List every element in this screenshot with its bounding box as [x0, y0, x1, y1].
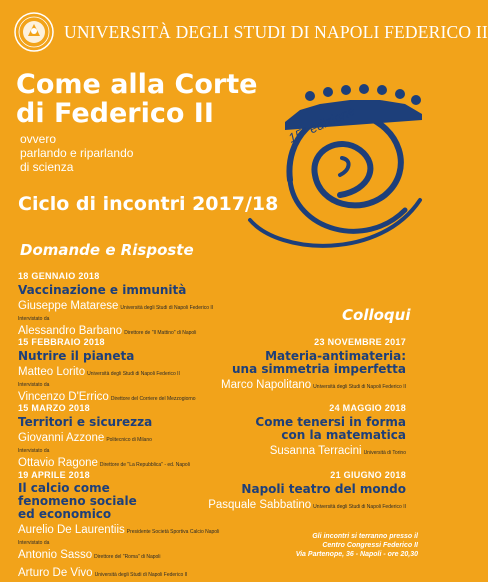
- interviewer-2: [18, 565, 218, 582]
- speaker: [18, 364, 218, 381]
- speaker-affiliation: Università degli Studi di Napoli Federico II: [313, 504, 406, 510]
- event-topic-line: fenomeno sociale: [18, 494, 137, 508]
- subtitle-line-3: di scienza: [20, 160, 74, 174]
- interviewer: [18, 547, 218, 564]
- event-title: [16, 70, 346, 128]
- speaker-name: Susanna Terracini: [269, 445, 362, 457]
- university-name: UNIVERSITÀ DEGLI STUDI DI NAPOLI FEDERICO II: [64, 22, 488, 42]
- event-right-3: [196, 470, 406, 514]
- event-right-1: [196, 337, 406, 394]
- event-topic-line: Il calcio come: [18, 481, 110, 495]
- speaker-name: Pasquale Sabbatino: [208, 499, 312, 511]
- speaker-name: Aurelio De Laurentiis: [18, 524, 125, 536]
- speaker-affiliation: Università di Torino: [363, 450, 406, 456]
- speaker-affiliation: Università degli Studi di Napoli Federico II: [120, 305, 214, 311]
- event-subtitle: [20, 132, 220, 174]
- speaker-affiliation: Università degli Studi di Napoli Federico II: [87, 371, 180, 377]
- event-date: 23 NOVEMBRE 2017: [314, 337, 406, 347]
- interviewer-label: Intervistato da: [18, 540, 50, 546]
- interviewer-name: Arturo De Vivo: [18, 567, 93, 579]
- speaker: [18, 298, 218, 315]
- speaker-affiliation: Presidente Società Sportiva Calcio Napoli: [126, 529, 220, 535]
- event-topic-line: Materia-antimateria:: [265, 349, 406, 363]
- event-topic-line: una simmetria imperfetta: [232, 362, 406, 376]
- interviewer-name: Ottavio Ragone: [18, 457, 98, 469]
- title-line-1: Come alla Corte: [16, 69, 258, 100]
- interviewer-name: Alessandro Barbano: [18, 325, 123, 337]
- edition-label: 15ª edizione: [286, 102, 358, 146]
- subtitle-line-1: ovvero: [20, 132, 57, 146]
- event-date: 18 GENNAIO 2018: [18, 271, 100, 281]
- interviewer-affiliation: Università degli Studi di Napoli Federico II: [94, 572, 188, 578]
- cycle-heading: Ciclo di incontri 2017/18: [18, 193, 279, 215]
- interviewer-name: Vincenzo D'Errico: [18, 391, 109, 403]
- speaker-name: Giuseppe Matarese: [18, 300, 119, 312]
- speaker-name: Matteo Lorito: [18, 366, 86, 378]
- venue-line-1: Gli incontri si terranno presso il: [312, 533, 418, 540]
- event-topic: [196, 350, 406, 376]
- speaker-affiliation: Politecnico di Milano: [106, 437, 152, 443]
- section-colloqui: Colloqui: [342, 306, 411, 324]
- speaker: [18, 430, 218, 447]
- event-topic: [196, 416, 406, 442]
- event-topic: [18, 482, 218, 521]
- university-seal-logo: [14, 12, 54, 52]
- speaker: [196, 443, 406, 460]
- interviewer-affiliation: Direttore del Corriere del Mezzogiorno: [110, 396, 196, 402]
- event-date: 15 MARZO 2018: [18, 403, 90, 413]
- event-topic: Vaccinazione e immunità: [18, 283, 187, 297]
- event-left-2: [18, 337, 218, 406]
- interviewer-label: Intervistato da: [18, 316, 50, 322]
- speaker: [18, 522, 218, 539]
- speaker-affiliation: Università degli Studi di Napoli Federico II: [313, 384, 406, 390]
- venue-info: [230, 532, 418, 559]
- venue-line-2: Centro Congressi Federico II: [322, 542, 418, 549]
- event-topic-line: Come tenersi in forma: [255, 415, 406, 429]
- interviewer-affiliation: Direttore del "Roma" di Napoli: [94, 554, 161, 560]
- event-topic-line: ed economico: [18, 507, 112, 521]
- speaker-name: Marco Napolitano: [221, 379, 312, 391]
- event-date: 24 MAGGIO 2018: [329, 403, 406, 413]
- interviewer-affiliation: Direttore de "Il Mattino" di Napoli: [124, 330, 197, 336]
- event-left-4: [18, 470, 218, 582]
- event-topic: Nutrire il pianeta: [18, 349, 135, 363]
- event-date: 21 GIUGNO 2018: [330, 470, 406, 480]
- event-date: 15 FEBBRAIO 2018: [18, 337, 105, 347]
- event-left-3: [18, 403, 218, 472]
- speaker-name: Giovanni Azzone: [18, 432, 105, 444]
- interviewer-name: Antonio Sasso: [18, 549, 93, 561]
- event-topic: Napoli teatro del mondo: [241, 482, 406, 496]
- event-left-1: [18, 271, 218, 340]
- event-date: 19 APRILE 2018: [18, 470, 90, 480]
- interviewer-affiliation: Direttore de "La Repubblica" - ed. Napoli: [99, 462, 190, 468]
- event-right-2: [196, 403, 406, 460]
- interviewer-label: Intervistato da: [18, 448, 50, 454]
- section-domande-risposte: Domande e Risposte: [20, 241, 194, 259]
- subtitle-line-2: parlando e riparlando: [20, 146, 134, 160]
- speaker: [196, 377, 406, 394]
- interviewer-label: Intervistato da: [18, 382, 50, 388]
- event-topic: Territori e sicurezza: [18, 415, 153, 429]
- event-topic-line: con la matematica: [281, 428, 406, 442]
- venue-line-3: Via Partenope, 36 - Napoli - ore 20,30: [295, 551, 418, 558]
- speaker: [196, 497, 406, 514]
- title-line-2: di Federico II: [16, 98, 214, 129]
